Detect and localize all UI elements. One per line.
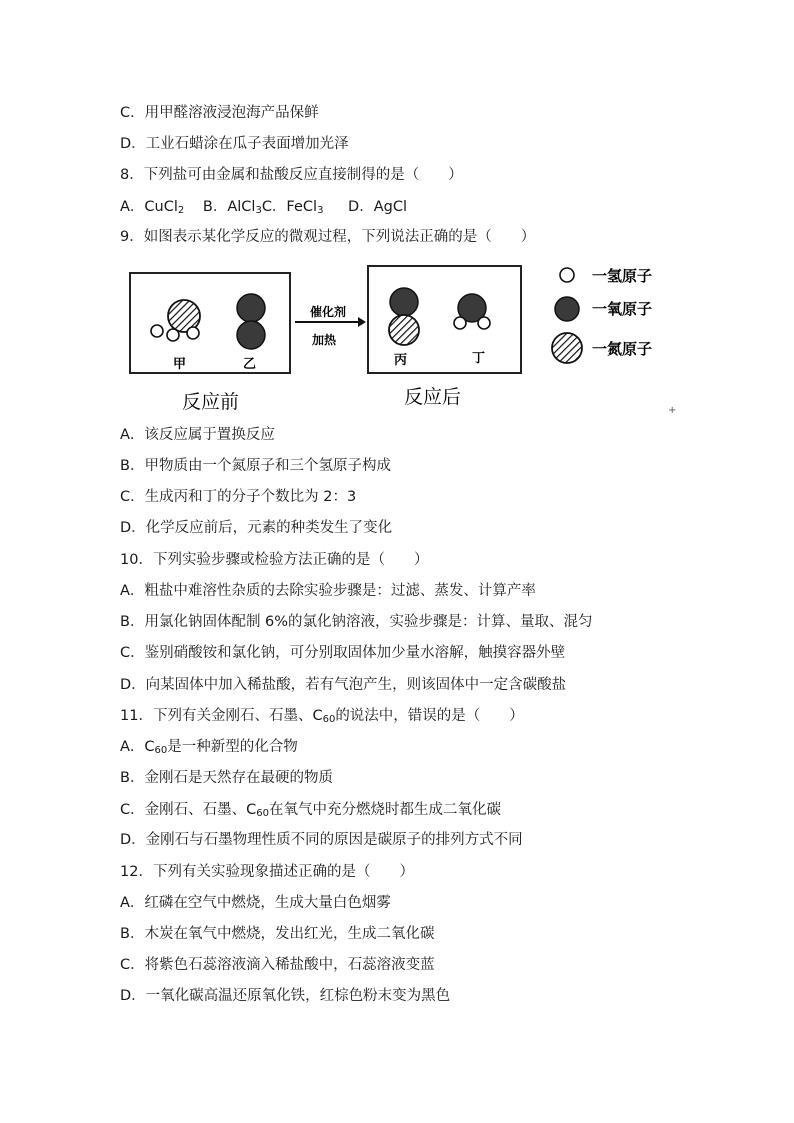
molecule-ding: [454, 294, 490, 329]
q11-option-b: B．金刚石是天然存在最硬的物质: [120, 770, 333, 786]
q7-option-d: D．工业石蜡涂在瓜子表面增加光泽: [120, 136, 349, 152]
label-bing: 丙: [394, 353, 408, 368]
q11-stem: 11．下列有关金刚石、石墨、$C_{60}$的说法中，错误的是（ ）: [120, 708, 524, 725]
q8-option-b: B．AlCl$_3$: [202, 199, 262, 216]
caption-before: 反应前: [182, 391, 240, 413]
q11-option-d: D．金刚石与石墨物理性质不同的原因是碳原子的排列方式不同: [120, 832, 523, 848]
q11-option-c: C．金刚石、石墨、$C_{60}$在氧气中充分燃烧时都生成二氧化碳: [120, 802, 501, 819]
reaction-diagram: [120, 256, 680, 416]
label-jia: 甲: [173, 357, 187, 372]
legend-hydrogen-symbol: [560, 268, 574, 282]
arrow-label-heat: 加热: [312, 333, 337, 347]
q10-option-a: A．粗盐中难溶性杂质的去除实验步骤是：过滤、蒸发、计算产率: [120, 583, 536, 599]
molecule-bing: [389, 288, 419, 345]
before-box: [130, 273, 290, 373]
q12-option-b: B．木炭在氧气中燃烧，发出红光，生成二氧化碳: [120, 926, 435, 942]
q12-stem: 12．下列有关实验现象描述正确的是（ ）: [120, 864, 414, 880]
after-box: [368, 266, 521, 373]
q12-option-c: C．将紫色石蕊溶液滴入稀盐酸中，石蕊溶液变蓝: [120, 957, 435, 973]
molecule-yi: [237, 294, 265, 349]
stray-mark: +: [668, 405, 677, 416]
q10-option-c: C．鉴别硝酸铵和氯化钠，可分别取固体加少量水溶解，触摸容器外壁: [120, 645, 566, 661]
legend-hydrogen-label: 一氢原子: [592, 267, 653, 285]
q11-option-a: A．$C_{60}$是一种新型的化合物: [120, 739, 298, 756]
legend: [552, 267, 652, 363]
legend-nitrogen-label: 一氮原子: [592, 340, 653, 358]
q8-option-c: C．FeCl$_3$: [261, 199, 324, 216]
q8-stem: 8．下列盐可由金属和盐酸反应直接制得的是（ ）: [120, 167, 463, 183]
q9-option-b: B．甲物质由一个氮原子和三个氢原子构成: [120, 458, 391, 474]
q9-option-c: C．生成丙和丁的分子个数比为 2：3: [120, 489, 357, 505]
label-ding: 丁: [472, 351, 486, 366]
q8-option-a: A．CuCl$_2$: [120, 199, 185, 216]
q10-option-d: D．向某固体中加入稀盐酸，若有气泡产生，则该固体中一定含碳酸盐: [120, 677, 567, 693]
legend-oxygen-label: 一氧原子: [592, 300, 653, 318]
q9-option-d: D．化学反应前后，元素的种类发生了变化: [120, 520, 393, 536]
molecule-jia: [151, 300, 200, 341]
q10-option-b: B．用氯化钠固体配制 6%的氯化钠溶液，实验步骤是：计算、量取、混匀: [120, 614, 593, 630]
q10-stem: 10．下列实验步骤或检验方法正确的是（ ）: [120, 552, 429, 568]
q7-option-c: C．用甲醛溶液浸泡海产品保鲜: [120, 105, 319, 121]
q8-options: [120, 197, 407, 217]
q12-option-a: A．红磷在空气中燃烧，生成大量白色烟雾: [120, 895, 391, 911]
q9-option-a: A．该反应属于置换反应: [120, 427, 275, 443]
label-yi: 乙: [243, 357, 257, 372]
legend-oxygen-symbol: [555, 297, 579, 321]
arrow-label-catalyst: 催化剂: [310, 305, 347, 319]
caption-after: 反应后: [404, 386, 462, 408]
q8-option-d: D．AgCl: [348, 199, 407, 215]
q12-option-d: D．一氧化碳高温还原氧化铁，红棕色粉末变为黑色: [120, 988, 451, 1004]
q9-stem: 9．如图表示某化学反应的微观过程，下列说法正确的是（ ）: [120, 229, 536, 245]
legend-nitrogen-symbol: [552, 333, 582, 363]
